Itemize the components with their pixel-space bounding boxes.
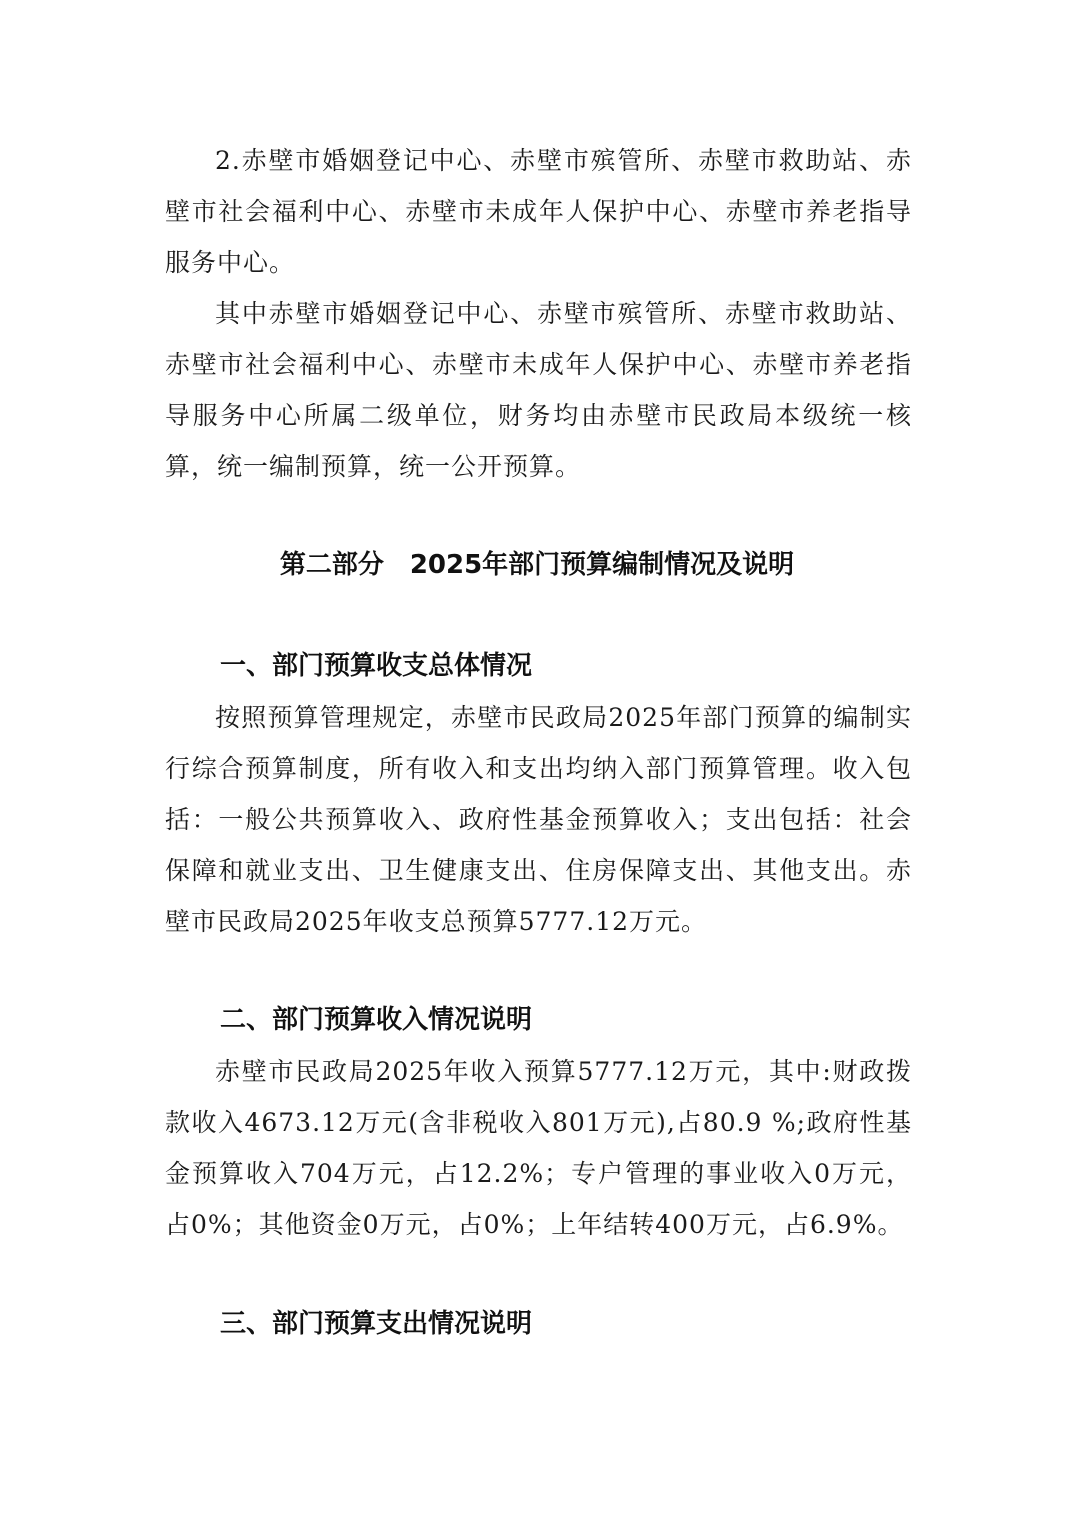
part-two-title: 第二部分 2025年部门预算编制情况及说明: [279, 550, 795, 580]
paragraph-affiliated-units: 2.赤壁市婚姻登记中心、赤壁市殡管所、赤壁市救助站、赤壁市社会福利中心、赤壁市未成年人保护中心、赤壁市养老指导服务中心。: [165, 146, 912, 277]
paragraph-overall-budget: 按照预算管理规定，赤壁市民政局2025年部门预算的编制实行综合预算制度，所有收入和支出均纳入部门预算管理。收入包括：一般公共预算收入、政府性基金预算收入；支出包括：社会保障和就业支出、卫生健康支出、住房保障支出、其他支出。赤壁市民政局2025年收支总预算5777.12万元。: [165, 703, 912, 936]
section-heading-income: 二、部门预算收入情况说明: [220, 1005, 533, 1035]
paragraph-accounting-note: 其中赤壁市婚姻登记中心、赤壁市殡管所、赤壁市救助站、赤壁市社会福利中心、赤壁市未成年人保护中心、赤壁市养老指导服务中心所属二级单位，财务均由赤壁市民政局本级统一核算，统一编制预算，统一公开预算。: [165, 299, 912, 481]
paragraph-income-budget: 赤壁市民政局2025年收入预算5777.12万元，其中:财政拨款收入4673.12万元(含非税收入801万元),占80.9 %;政府性基金预算收入704万元，占12.2%；专户管理的事业收入0万元，占0%；其他资金0万元，占0%；上年结转400万元，占6.9%。: [165, 1057, 912, 1239]
section-heading-overall: 一、部门预算收支总体情况: [220, 651, 533, 681]
section-heading-expenditure: 三、部门预算支出情况说明: [220, 1309, 533, 1339]
